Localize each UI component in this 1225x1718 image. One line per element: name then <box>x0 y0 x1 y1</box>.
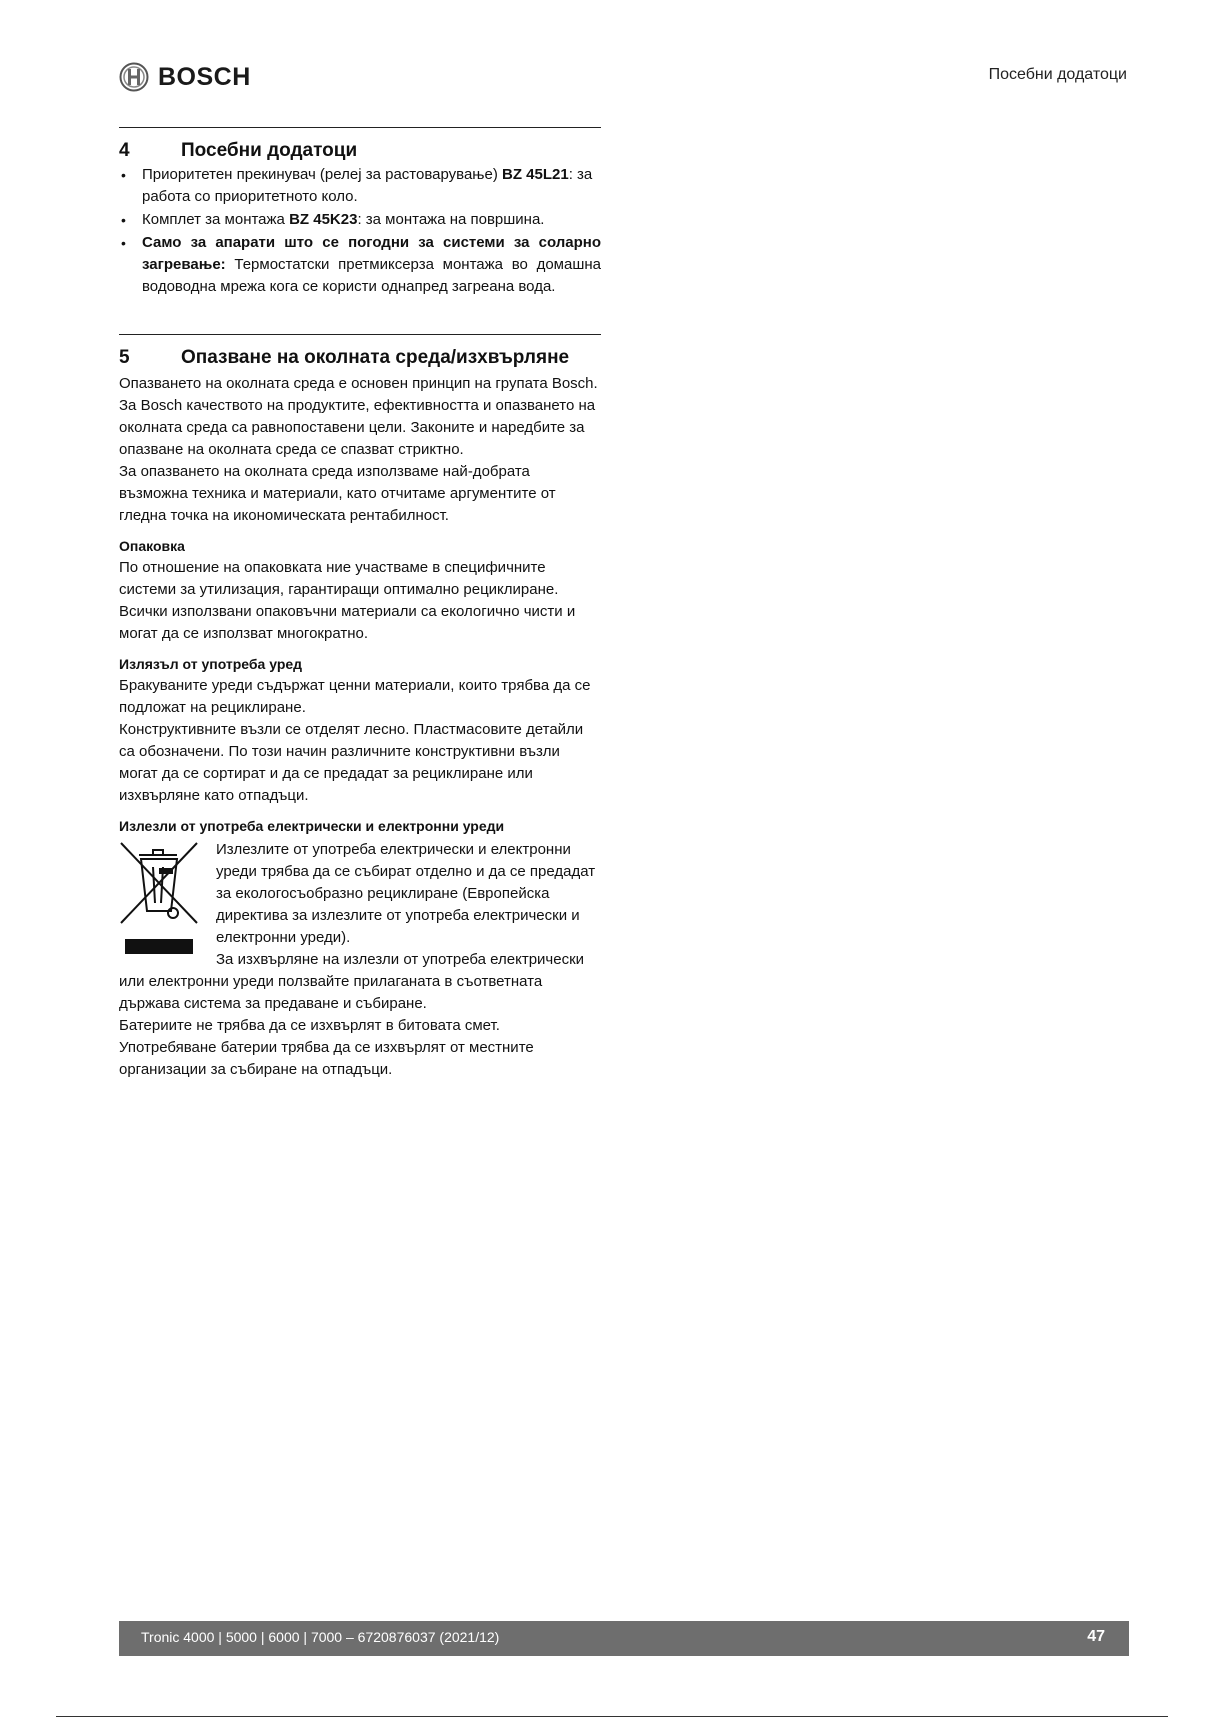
page-footer <box>119 1621 1129 1656</box>
brand-name: BOSCH <box>158 62 251 91</box>
section-5 <box>119 334 601 1081</box>
list-item: • Приоритетен прекинувач (релеј за растоварување) BZ 45L21: за работа со приоритетното коло. <box>119 164 601 208</box>
intro-paragraph: Опазването на околната среда е основен принцип на групата Bosch. За Bosch качеството на продуктите, ефективността и опазването на околната среда са равнопоставени цели. Законите и наредбите за опазване на околната среда се спазват стриктно. <box>119 375 598 458</box>
section-number: 4 <box>119 140 130 161</box>
section-4 <box>119 127 601 299</box>
old-device-heading: Излязъл от употреба уред <box>119 656 303 672</box>
weee-heading: Излезли от употреба електрически и електронни уреди <box>119 818 505 834</box>
section-4-heading <box>119 139 601 163</box>
weee-paragraph: За изхвърляне на излезли от употреба електрически или електронни уреди ползвайте прилаганата в съответната държава система за предаване и събиране. <box>119 951 585 1012</box>
packaging-paragraph: По отношение на опаковката ние участваме в специфичните системи за утилизация, гарантиращи оптимално рециклиране. Всички използвани опаковъчни материали са екологично чисти и могат да се използват многократно. <box>119 559 576 642</box>
section-divider <box>119 334 601 335</box>
old-device-paragraph: Бракуваните уреди съдържат ценни материали, които трябва да се подложат на рециклиране. <box>119 677 591 716</box>
header-section-title: Посебни додатоци <box>988 66 1127 83</box>
bottom-rule <box>56 1716 1168 1717</box>
packaging-heading: Опаковка <box>119 538 185 554</box>
section-5-heading <box>119 346 601 370</box>
section-number: 5 <box>119 347 130 368</box>
weee-block <box>119 839 601 1015</box>
intro-paragraph: За опазването на околната среда използваме най-добрата възможна техника и материали, като отчитаме аргументите от гледна точка на икономическата рентабилност. <box>119 463 556 524</box>
bosch-logo <box>119 60 251 94</box>
weee-paragraph: Излезлите от употреба електрически и електронни уреди трябва да се събират отделно и да се предадат за екологосъобразно рециклиране (Европейска директива за излезлите от употреба електрически и електронни уреди). <box>216 841 596 946</box>
batteries-paragraph: Батериите не трябва да се изхвърлят в битовата смет. Употребяване батерии трябва да се изхвърлят от местните организации за събиране на отпадъци. <box>119 1017 534 1078</box>
section-title: Посебни додатоци <box>181 140 358 161</box>
accessories-list <box>119 164 601 298</box>
page-number: 47 <box>1087 1628 1105 1645</box>
section-title: Опазване на околната среда/изхвърляне <box>181 347 570 368</box>
list-item: • Само за апарати што се погодни за системи за соларно загревање: Термостатски претмиксерза монтажа во домашна водоводна мрежа кога се користи однапред загреана вода. <box>119 232 601 298</box>
crossed-out-wheelie-bin-icon <box>119 841 201 955</box>
section-divider <box>119 127 601 128</box>
old-device-paragraph: Конструктивните възли се отделят лесно. Пластмасовите детайли са обозначени. По този начин различните конструктивни възли могат да се сортират и да се предадат за рециклиране или изхвърляне като отпадъци. <box>119 721 584 804</box>
bosch-armature-icon <box>119 62 149 92</box>
footer-doc-info: Tronic 4000 | 5000 | 6000 | 7000 – 6720876037 (2021/12) <box>141 1629 500 1645</box>
list-item: • Комплет за монтажа BZ 45K23: за монтажа на површина. <box>119 209 601 231</box>
